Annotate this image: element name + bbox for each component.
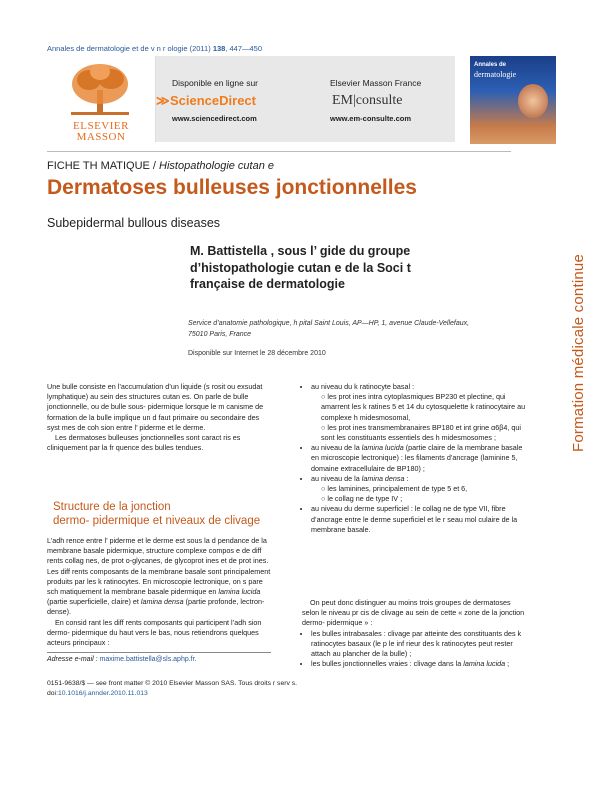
list-item-text: les laminines, principalement de type 5 et 6, xyxy=(327,484,468,494)
author-email-footnote xyxy=(47,656,527,663)
em-consulte-url-link[interactable]: www.em-consulte.com xyxy=(330,114,411,123)
list-item-text: les prot ines transmembranaires BP180 et int grine α6β4, qui sont les constituants essentiels des h midesmosomes ; xyxy=(321,422,522,443)
list-item xyxy=(311,474,528,505)
doi-label: doi: xyxy=(47,690,58,697)
text-run: (partie superficielle, claire) et xyxy=(47,597,141,607)
sub-list-item: ○ les prot ines transmembranaires BP180 et int grine α6β4, qui sont les constituants essentiels des h midesmosomes ; xyxy=(321,422,522,443)
text-run: les bulles jonctionnelles vraies : clivage dans la xyxy=(311,659,464,669)
elsevier-wordmark: ELSEVIER xyxy=(73,120,129,132)
list-item-text: le collag ne de type IV ; xyxy=(327,494,403,504)
paragraph: On peut donc distinguer au moins trois groupes de dermatoses selon le niveau pr cis de clivage au sein de cette « zone de la jonction dermo- pidermique » : xyxy=(302,598,525,628)
text-run: ; xyxy=(505,659,510,669)
italic-term: lamina densa xyxy=(361,473,405,483)
list-item-text: les prot ines intra cytoplasmiques BP230 et plectine, qui amarrent les k ratines 5 et 14 du cytosquelette k ratinocytaire au complexe h midesmosomal, xyxy=(321,392,526,422)
italic-term: lamina densa xyxy=(140,597,184,607)
text-run: : xyxy=(404,473,409,483)
bullet-list xyxy=(302,382,528,535)
sciencedirect-name: ScienceDirect xyxy=(170,93,256,108)
elsevier-tree-icon xyxy=(67,62,133,116)
paragraph xyxy=(47,536,271,618)
journal-volume: 138 xyxy=(212,44,226,53)
cover-small-title: Annales de xyxy=(474,62,507,68)
rubric-prefix: FICHE TH MATIQUE / xyxy=(47,160,160,172)
affiliation-line: Service d’anatomie pathologique, h pital Saint Louis, AP—HP, 1, avenue Claude-Vellefaux, xyxy=(188,320,470,327)
right-column-list xyxy=(302,382,528,535)
authors-line: M. Battistella , sous l’ gide du groupe xyxy=(190,244,411,258)
article-rubric xyxy=(47,160,274,172)
text-run: . xyxy=(194,656,197,663)
list-item xyxy=(311,504,528,535)
italic-term: lamina lucida xyxy=(463,659,506,669)
section-heading xyxy=(53,500,260,528)
email-label: Adresse e-mail : xyxy=(47,656,100,663)
rubric-topic: Histopathologie cutan e xyxy=(159,160,275,172)
sub-list-item: ○ les laminines, principalement de type 5 et 6, xyxy=(321,484,468,494)
em-consulte-logo[interactable]: EM|consulte xyxy=(332,93,403,108)
masson-wordmark: MASSON xyxy=(76,131,126,143)
text-run: (partie claire de la membrane basale en microscopie lectronique) : les filaments d’ancrage (laminine 5, domaine extracellulaire de BP180) ; xyxy=(311,443,523,473)
cover-illustration xyxy=(518,84,548,118)
elsevier-masson-france-label: Elsevier Masson France xyxy=(330,78,422,88)
author-affiliation xyxy=(188,318,528,340)
list-item-text: au niveau du derme superficiel : le collag ne de type VII, fibre d’ancrage entre le derme superficiel et le r seau mol culaire de la membrane basale. xyxy=(311,504,518,534)
text-run: au niveau de la xyxy=(311,473,362,483)
text-run: L’adh rence entre l’ piderme et le derme est sous la d pendance de la membrane basale pidermique, structure complexe compos e de diff rents collag nes, de prot o-glycanes, de glycoprot ines et de prot ines. Les diff rents composants de la membrane basale sont principalement produits par les k ratinocytes. En microscopie lectronique, on s pare sch matiquement la membrane basale pidermique en xyxy=(47,536,271,597)
list-item xyxy=(311,382,528,443)
affiliation-line: 75010 Paris, France xyxy=(188,331,252,338)
article-authors xyxy=(190,243,530,293)
author-email-link[interactable]: maxime.battistella@sls.aphp.fr xyxy=(99,656,195,663)
list-item xyxy=(311,443,528,474)
doi-line xyxy=(47,690,148,697)
journal-pages: , 447—450 xyxy=(225,44,263,53)
list-item-text: au niveau du k ratinocyte basal : xyxy=(311,382,415,391)
left-column-intro xyxy=(47,382,271,453)
text-run: (partie profonde, lectron-dense). xyxy=(47,597,265,617)
sub-list-item: ○ le collag ne de type IV ; xyxy=(321,494,403,504)
authors-line: française de dermatologie xyxy=(190,277,345,291)
text-run: au niveau de la xyxy=(311,443,362,453)
elsevier-masson-logo xyxy=(47,56,156,142)
cover-journal-name: dermatologie xyxy=(474,70,517,79)
sciencedirect-arrows-icon: ≫ xyxy=(156,93,170,108)
sub-list-item: ○ les prot ines intra cytoplasmiques BP230 et plectine, qui amarrent les k ratines 5 et 14 du cytosquelette k ratinocytaire au complexe h midesmosomal, xyxy=(321,392,526,422)
online-availability-date: Disponible sur Internet le 28 décembre 2010 xyxy=(188,350,326,357)
doi-link[interactable]: 10.1016/j.annder.2010.11.013 xyxy=(57,690,148,697)
paragraph: Les dermatoses bulleuses jonctionnelles sont caract ris es cliniquement par la fr quence des bulles tendues. xyxy=(47,433,241,453)
footnote-divider xyxy=(47,652,271,653)
header-divider xyxy=(47,151,511,152)
journal-cover-image xyxy=(470,56,556,144)
journal-citation: Annales de dermatologie et de v n r ologie (2011) xyxy=(47,44,213,53)
copyright-notice: 0151-9638/$ — see front matter © 2010 Elsevier Masson SAS. Tous droits r serv s. xyxy=(47,680,298,687)
journal-reference xyxy=(47,44,262,53)
authors-line: d’histopathologie cutan e de la Soci t xyxy=(190,260,411,275)
sciencedirect-logo[interactable] xyxy=(156,93,256,108)
sciencedirect-available-label: Disponible en ligne sur xyxy=(172,78,258,88)
bullet-list xyxy=(302,629,528,670)
paragraph: En consid rant les diff rents composants qui participent l’adh sion dermo- pidermique du haut vers le bas, nous retiendrons quelques acteurs principaux : xyxy=(47,617,262,648)
italic-term: lamina lucida xyxy=(218,587,261,597)
section-side-label: Formation médicale continue xyxy=(570,254,587,452)
section-heading-line: Structure de la jonction xyxy=(53,501,171,513)
sciencedirect-url-link[interactable]: www.sciencedirect.com xyxy=(172,114,257,123)
paragraph: Une bulle consiste en l’accumulation d’un liquide (s rosit ou exsudat lymphatique) au sein des structures cutan es. On parle de bulle jonctionnelle, ou de bulle sous- pidermique lorsque le m canisme de formation de la bulle implique un d faut primaire ou secondaire des syst mes de coh sion entre l’ piderme et le derme. xyxy=(47,382,264,432)
article-title: Dermatoses bulleuses jonctionnelles xyxy=(47,176,417,199)
article-subtitle: Subepidermal bullous diseases xyxy=(47,216,221,230)
list-item: • les bulles intrabasales : clivage par atteinte des constituants des k ratinocytes basaux (le p le inf rieur des k ratinocytes peut rester attach au plancher de la bulle) ; xyxy=(311,629,528,660)
left-column-body xyxy=(47,536,271,648)
section-heading-line: dermo- pidermique et niveaux de clivage xyxy=(53,515,261,527)
italic-term: lamina lucida xyxy=(361,443,404,453)
